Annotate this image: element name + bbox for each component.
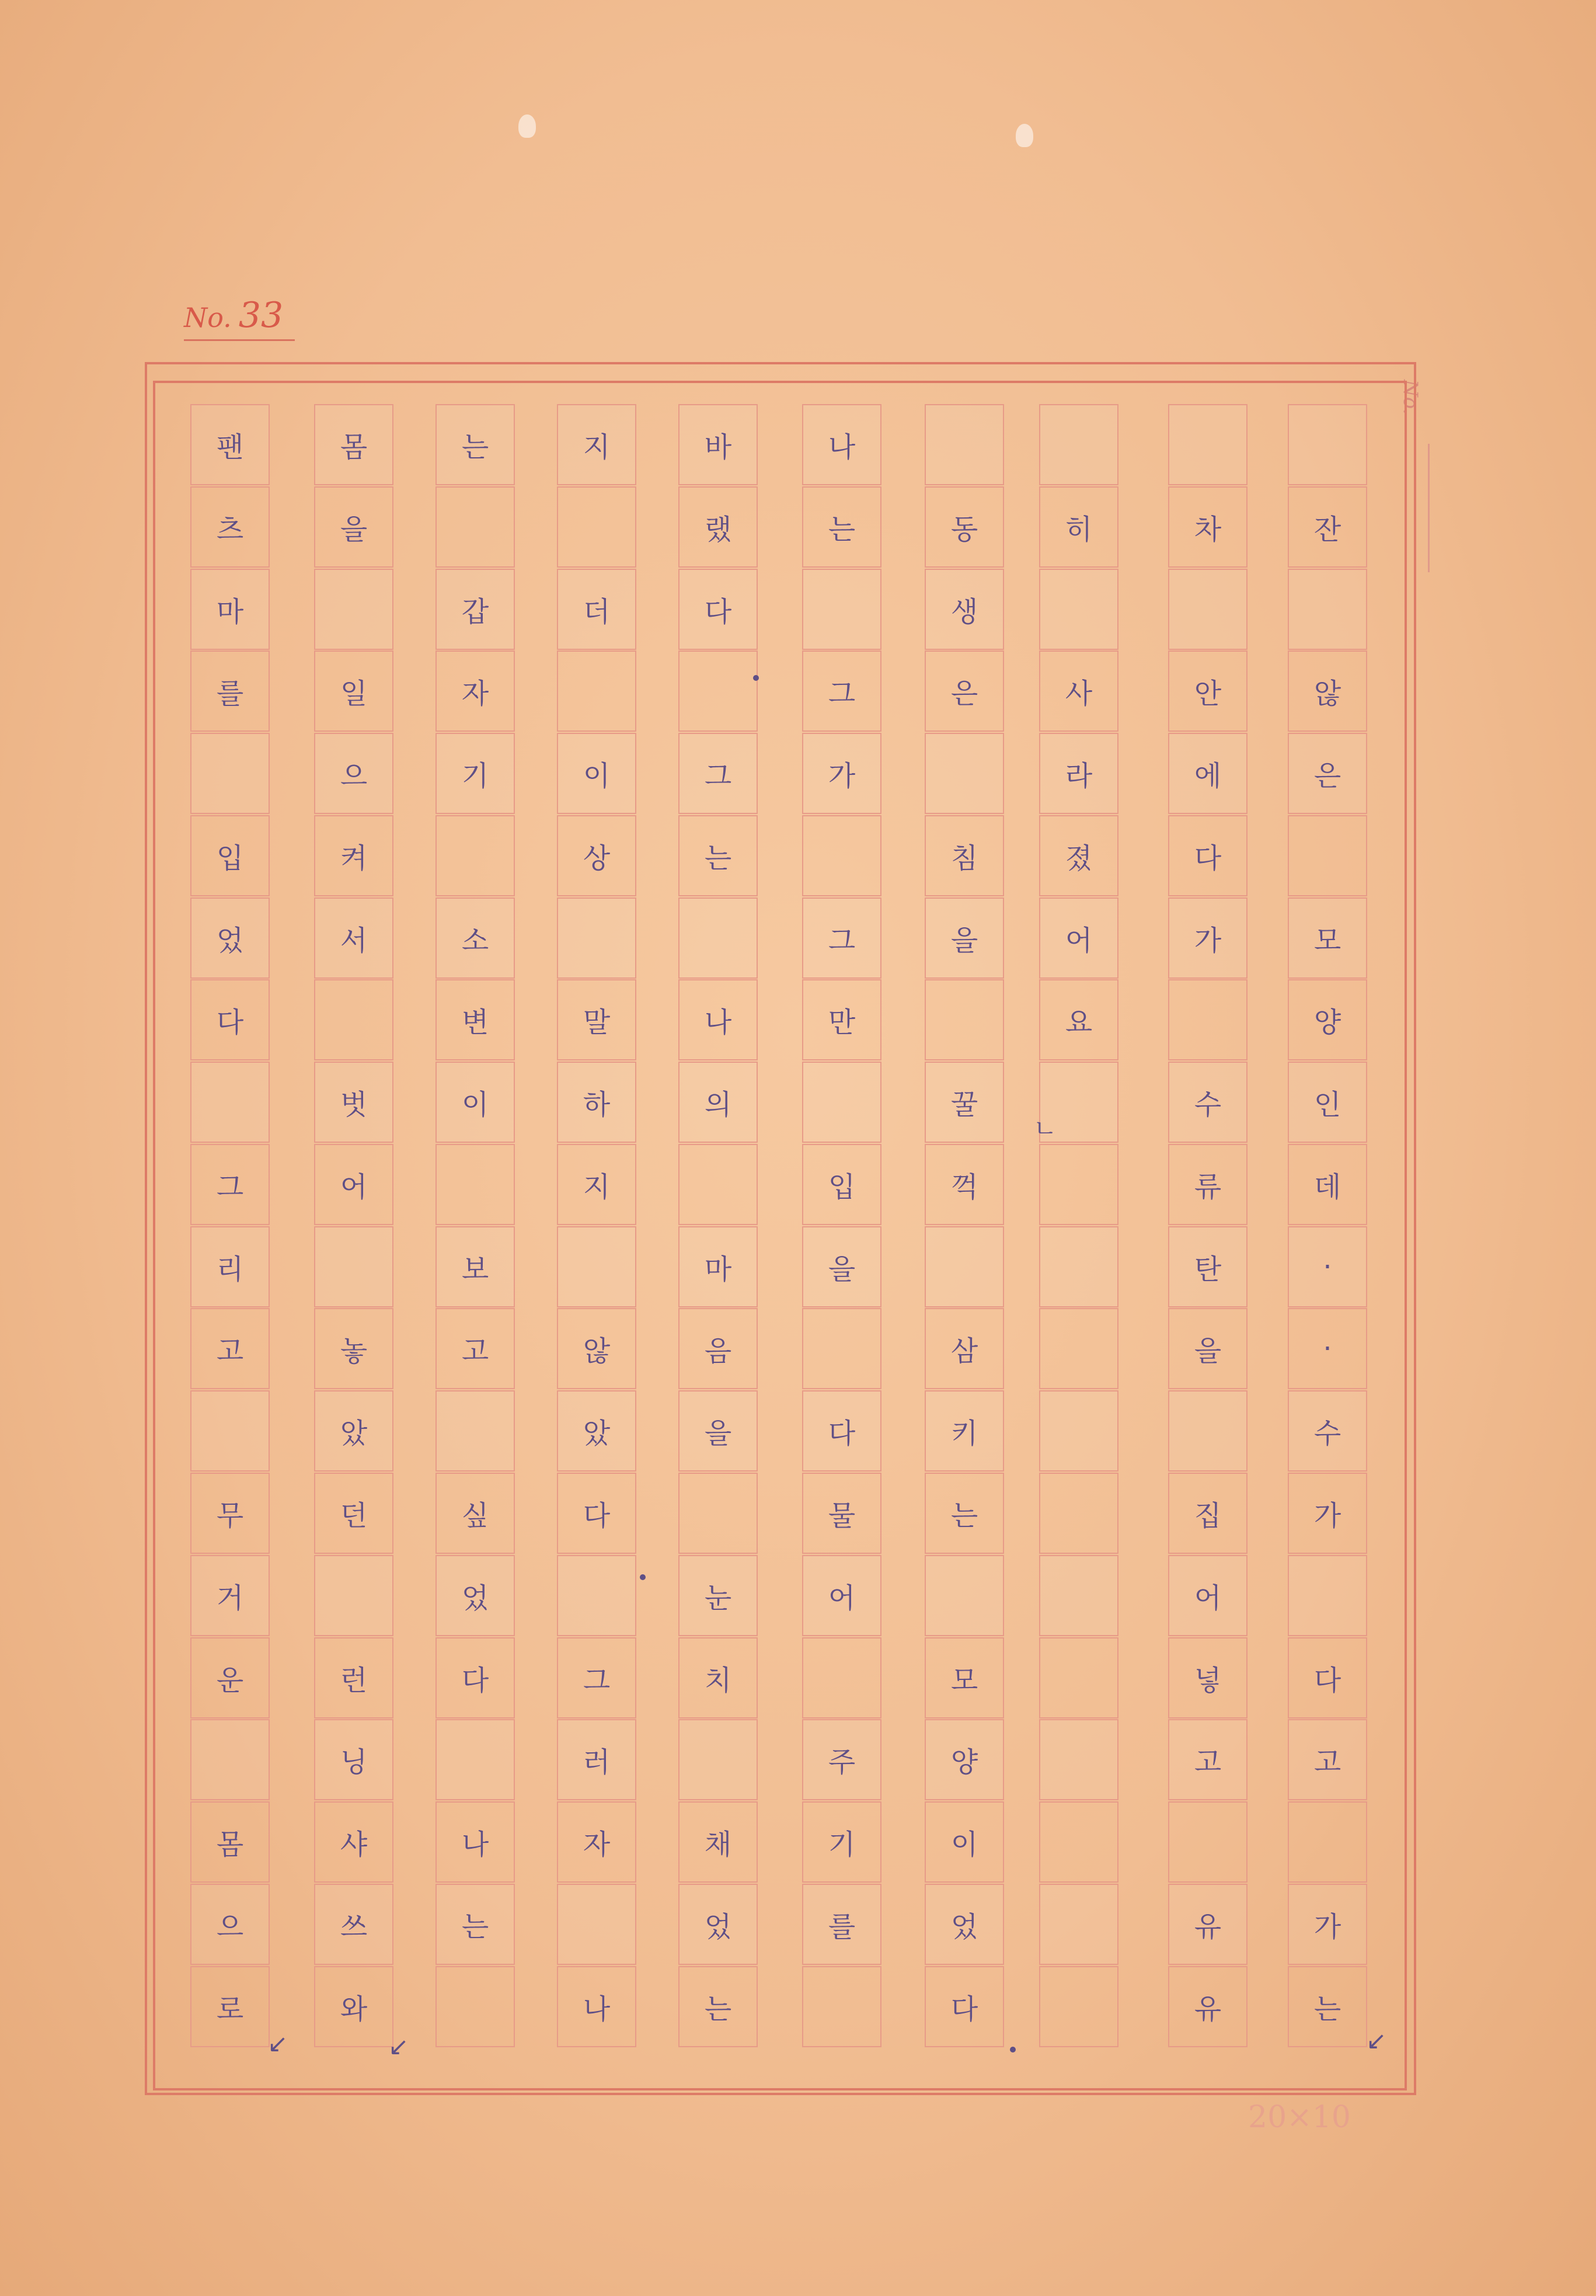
manuscript-cell: 로 [190, 1966, 270, 2047]
manuscript-cell: 양 [925, 1719, 1004, 1800]
manuscript-cell: 탄 [1168, 1226, 1247, 1307]
manuscript-cell: 는 [435, 1884, 515, 1965]
manuscript-cell: 치 [678, 1637, 758, 1718]
manuscript-cell: 하 [557, 1062, 636, 1143]
manuscript-cell [1039, 1144, 1118, 1225]
manuscript-cell [1039, 569, 1118, 650]
manuscript-cell: 키 [925, 1390, 1004, 1471]
pin-hole-right [1016, 124, 1033, 147]
manuscript-cell: 차 [1168, 486, 1247, 568]
manuscript-cell: 팬 [190, 404, 270, 485]
manuscript-cell: 았 [557, 1390, 636, 1471]
manuscript-cell: 어 [314, 1144, 393, 1225]
manuscript-cell [802, 1637, 881, 1718]
manuscript-cell: 더 [557, 569, 636, 650]
manuscript-cell [190, 1390, 270, 1471]
manuscript-cell: 사 [1039, 650, 1118, 732]
manuscript-cell: 운 [190, 1637, 270, 1718]
check-mark: ↙ [1366, 2026, 1387, 2055]
manuscript-column [1288, 404, 1370, 2052]
manuscript-cell: 다 [190, 979, 270, 1060]
manuscript-cell [802, 815, 881, 896]
manuscript-cell [678, 1719, 758, 1800]
manuscript-cell: 보 [435, 1226, 515, 1307]
manuscript-cell [190, 733, 270, 814]
manuscript-cell: 다 [1288, 1637, 1367, 1718]
manuscript-cell [557, 1226, 636, 1307]
manuscript-cell: 상 [557, 815, 636, 896]
manuscript-cell [925, 404, 1004, 485]
manuscript-cell [925, 1555, 1004, 1636]
manuscript-cell: 를 [190, 650, 270, 732]
manuscript-cell: 나 [802, 404, 881, 485]
manuscript-cell [435, 1719, 515, 1800]
manuscript-column [802, 404, 884, 2052]
manuscript-cell [1039, 1966, 1118, 2047]
manuscript-cell [1039, 1801, 1118, 1883]
manuscript-cell [678, 1144, 758, 1225]
ink-dot [1010, 2047, 1016, 2053]
side-note: No. [1399, 380, 1422, 415]
manuscript-cell [1039, 1308, 1118, 1389]
manuscript-cell [925, 979, 1004, 1060]
manuscript-cell: 으 [314, 733, 393, 814]
manuscript-cell: 나 [435, 1801, 515, 1883]
manuscript-cell [802, 1308, 881, 1389]
manuscript-cell: 꺽 [925, 1144, 1004, 1225]
manuscript-cell: 를 [802, 1884, 881, 1965]
manuscript-cell: 모 [1288, 897, 1367, 979]
manuscript-cell: 어 [802, 1555, 881, 1636]
manuscript-cell [314, 1226, 393, 1307]
manuscript-cell: 을 [1168, 1308, 1247, 1389]
manuscript-cell: 않 [557, 1308, 636, 1389]
manuscript-cell [1039, 404, 1118, 485]
manuscript-cell: 채 [678, 1801, 758, 1883]
page-number-label: No. [184, 302, 232, 333]
manuscript-cell: 런 [314, 1637, 393, 1718]
manuscript-cell [1039, 1226, 1118, 1307]
manuscript-cell: 잔 [1288, 486, 1367, 568]
manuscript-cell: 을 [925, 897, 1004, 979]
manuscript-cell [435, 486, 515, 568]
manuscript-column [314, 404, 396, 2052]
manuscript-cell: 가 [802, 733, 881, 814]
manuscript-column [1168, 404, 1250, 2052]
manuscript-cell: 지 [557, 1144, 636, 1225]
manuscript-cell: 서 [314, 897, 393, 979]
manuscript-cell: 집 [1168, 1473, 1247, 1554]
manuscript-cell: 가 [1288, 1473, 1367, 1554]
manuscript-cell: 었 [925, 1884, 1004, 1965]
manuscript-cell: 을 [678, 1390, 758, 1471]
manuscript-cell: 이 [435, 1062, 515, 1143]
manuscript-cell: 은 [1288, 733, 1367, 814]
manuscript-cell: 다 [1168, 815, 1247, 896]
manuscript-cell: 생 [925, 569, 1004, 650]
manuscript-cell [1168, 569, 1247, 650]
manuscript-column [925, 404, 1006, 2052]
manuscript-cell: 리 [190, 1226, 270, 1307]
manuscript-cell: 으 [190, 1884, 270, 1965]
manuscript-cell [925, 733, 1004, 814]
manuscript-cell [190, 1719, 270, 1800]
manuscript-cell: 주 [802, 1719, 881, 1800]
manuscript-cell: · [1288, 1226, 1367, 1307]
manuscript-cell [1039, 1555, 1118, 1636]
check-mark: ↙ [267, 2029, 288, 2058]
manuscript-cell: 요 [1039, 979, 1118, 1060]
manuscript-cell: 러 [557, 1719, 636, 1800]
manuscript-cell: 수 [1168, 1062, 1247, 1143]
manuscript-cell: 츠 [190, 486, 270, 568]
manuscript-cell [925, 1226, 1004, 1307]
manuscript-cell: 는 [678, 1966, 758, 2047]
manuscript-cell: 던 [314, 1473, 393, 1554]
check-mark: ↙ [388, 2032, 409, 2061]
manuscript-cell: 라 [1039, 733, 1118, 814]
manuscript-cell: 입 [802, 1144, 881, 1225]
manuscript-cell [190, 1062, 270, 1143]
manuscript-column [557, 404, 639, 2052]
manuscript-cell: 고 [190, 1308, 270, 1389]
manuscript-cell: 싶 [435, 1473, 515, 1554]
manuscript-cell: 을 [314, 486, 393, 568]
manuscript-cell: 변 [435, 979, 515, 1060]
manuscript-cell [314, 569, 393, 650]
manuscript-cell [435, 1966, 515, 2047]
manuscript-cell: 나 [557, 1966, 636, 2047]
manuscript-cell [1288, 1801, 1367, 1883]
grid-size-label: 20×10 [1248, 2100, 1351, 2135]
manuscript-cell: 몸 [190, 1801, 270, 1883]
manuscript-cell: 의 [678, 1062, 758, 1143]
manuscript-cell: 가 [1288, 1884, 1367, 1965]
manuscript-cell: 자 [557, 1801, 636, 1883]
page-number [184, 295, 295, 341]
manuscript-cell: 인 [1288, 1062, 1367, 1143]
manuscript-cell [557, 1884, 636, 1965]
page-number-value: 33 [238, 295, 284, 336]
manuscript-cell [1168, 1801, 1247, 1883]
manuscript-cell [678, 650, 758, 732]
manuscript-cell: 었 [678, 1884, 758, 1965]
manuscript-cell: 그 [557, 1637, 636, 1718]
manuscript-cell: 고 [1168, 1719, 1247, 1800]
manuscript-cell: 마 [190, 569, 270, 650]
manuscript-cell: 입 [190, 815, 270, 896]
manuscript-cell: 말 [557, 979, 636, 1060]
manuscript-cell: 모 [925, 1637, 1004, 1718]
manuscript-cell: 눈 [678, 1555, 758, 1636]
manuscript-cell: 벗 [314, 1062, 393, 1143]
manuscript-cell: 와 [314, 1966, 393, 2047]
manuscript-cell: 음 [678, 1308, 758, 1389]
manuscript-cell: 히 [1039, 486, 1118, 568]
manuscript-cell: 고 [435, 1308, 515, 1389]
manuscript-cell: 만 [802, 979, 881, 1060]
manuscript-cell: 다 [557, 1473, 636, 1554]
manuscript-cell: 는 [802, 486, 881, 568]
manuscript-cell: 기 [435, 733, 515, 814]
manuscript-cell: 가 [1168, 897, 1247, 979]
manuscript-column [1039, 404, 1121, 2052]
manuscript-cell: 동 [925, 486, 1004, 568]
manuscript-cell: 유 [1168, 1966, 1247, 2047]
manuscript-cell [1039, 1473, 1118, 1554]
manuscript-cell [1168, 1390, 1247, 1471]
manuscript-cell [557, 897, 636, 979]
manuscript-cell [557, 1555, 636, 1636]
manuscript-cell [802, 569, 881, 650]
manuscript-cell: 어 [1168, 1555, 1247, 1636]
manuscript-cell: 다 [925, 1966, 1004, 2047]
manuscript-cell: 는 [678, 815, 758, 896]
manuscript-cell: 은 [925, 650, 1004, 732]
manuscript-cell [1168, 979, 1247, 1060]
manuscript-cell: 닝 [314, 1719, 393, 1800]
manuscript-cell [1039, 1884, 1118, 1965]
manuscript-cell [435, 815, 515, 896]
manuscript-cell: 았 [314, 1390, 393, 1471]
manuscript-cell: 일 [314, 650, 393, 732]
manuscript-cell [557, 650, 636, 732]
manuscript-cell: 물 [802, 1473, 881, 1554]
manuscript-cell: 에 [1168, 733, 1247, 814]
manuscript-cell: 데 [1288, 1144, 1367, 1225]
manuscript-cell: 소 [435, 897, 515, 979]
manuscript-cell: 유 [1168, 1884, 1247, 1965]
manuscript-cell: 나 [678, 979, 758, 1060]
manuscript-cell: 졌 [1039, 815, 1118, 896]
manuscript-cell: 수 [1288, 1390, 1367, 1471]
manuscript-cell [1288, 1555, 1367, 1636]
manuscript-column [678, 404, 760, 2052]
manuscript-cell [678, 897, 758, 979]
manuscript-cell: 거 [190, 1555, 270, 1636]
manuscript-cell: 었 [190, 897, 270, 979]
manuscript-cell: 기 [802, 1801, 881, 1883]
manuscript-cell: 어 [1039, 897, 1118, 979]
manuscript-cell: 류 [1168, 1144, 1247, 1225]
manuscript-cell: · [1288, 1308, 1367, 1389]
manuscript-cell [1288, 404, 1367, 485]
manuscript-cell [1039, 1719, 1118, 1800]
manuscript-cell: 삼 [925, 1308, 1004, 1389]
manuscript-cell [1288, 569, 1367, 650]
manuscript-cell: 었 [435, 1555, 515, 1636]
manuscript-cell [1039, 1637, 1118, 1718]
manuscript-cell: 는 [925, 1473, 1004, 1554]
manuscript-cell: 꿀 [925, 1062, 1004, 1143]
manuscript-cell: 자 [435, 650, 515, 732]
ink-dot [753, 675, 759, 681]
manuscript-cell: 랬 [678, 486, 758, 568]
pin-hole-left [518, 114, 536, 138]
manuscript-cell: 넣 [1168, 1637, 1247, 1718]
manuscript-cell [678, 1473, 758, 1554]
manuscript-cell: 침 [925, 815, 1004, 896]
side-rule [1428, 444, 1430, 572]
manuscript-cell: 바 [678, 404, 758, 485]
manuscript-cell: 다 [678, 569, 758, 650]
manuscript-cell: 안 [1168, 650, 1247, 732]
manuscript-cell: 그 [802, 650, 881, 732]
manuscript-cell: 켜 [314, 815, 393, 896]
manuscript-cell: 그 [802, 897, 881, 979]
manuscript-cell: 다 [802, 1390, 881, 1471]
manuscript-cell [802, 1062, 881, 1143]
manuscript-cell: 놓 [314, 1308, 393, 1389]
manuscript-cell: 을 [802, 1226, 881, 1307]
manuscript-cell [435, 1390, 515, 1471]
manuscript-cell [314, 979, 393, 1060]
manuscript-cell: 갑 [435, 569, 515, 650]
manuscript-cell: 양 [1288, 979, 1367, 1060]
manuscript-cell [1288, 815, 1367, 896]
manuscript-cell: 이 [557, 733, 636, 814]
manuscript-cell: 그 [678, 733, 758, 814]
manuscript-cell: 몸 [314, 404, 393, 485]
manuscript-column [435, 404, 517, 2052]
manuscript-cell: 는 [435, 404, 515, 485]
ink-dot [640, 1574, 646, 1580]
manuscript-cell: 쓰 [314, 1884, 393, 1965]
manuscript-cell: 이 [925, 1801, 1004, 1883]
manuscript-cell: 다 [435, 1637, 515, 1718]
manuscript-cell: 샤 [314, 1801, 393, 1883]
check-mark: ㄴ [1033, 1114, 1057, 1143]
manuscript-cell [435, 1144, 515, 1225]
manuscript-cell [1168, 404, 1247, 485]
manuscript-cell: 않 [1288, 650, 1367, 732]
manuscript-cell: 지 [557, 404, 636, 485]
manuscript-cell: 고 [1288, 1719, 1367, 1800]
manuscript-cell: 무 [190, 1473, 270, 1554]
manuscript-column [190, 404, 272, 2052]
manuscript-cell [1039, 1390, 1118, 1471]
manuscript-cell [314, 1555, 393, 1636]
manuscript-cell: 그 [190, 1144, 270, 1225]
manuscript-cell [557, 486, 636, 568]
manuscript-cell: 는 [1288, 1966, 1367, 2047]
manuscript-cell [802, 1966, 881, 2047]
manuscript-cell: 마 [678, 1226, 758, 1307]
